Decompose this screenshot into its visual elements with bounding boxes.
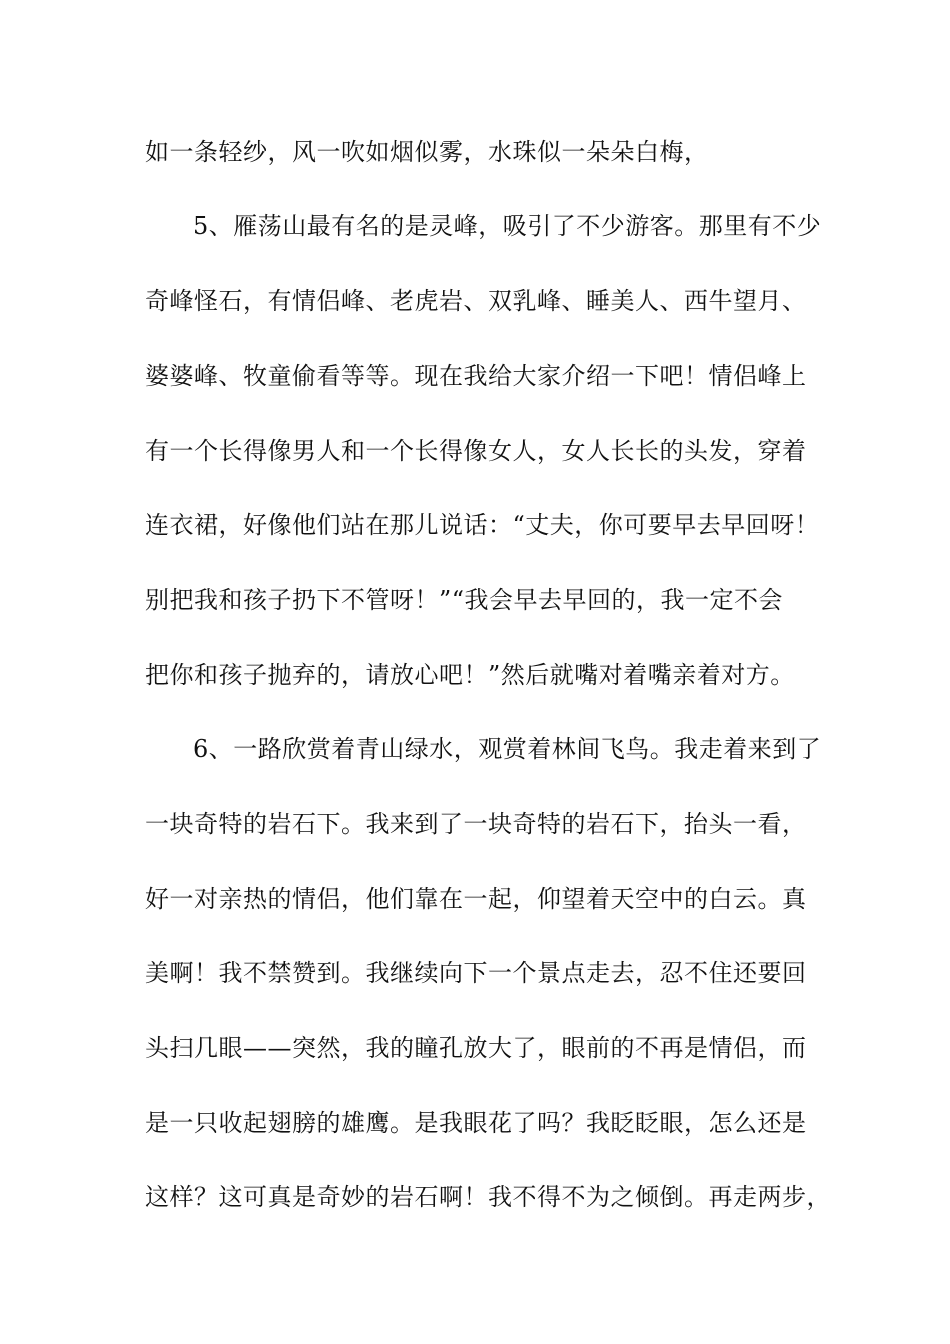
text-line: 奇峰怪石，有情侣峰、老虎岩、双乳峰、睡美人、西牛望月、: [145, 287, 807, 315]
text-line: 头扫几眼——突然，我的瞳孔放大了，眼前的不再是情侣，而: [145, 1034, 807, 1062]
text-line: 别把我和孩子扔下不管呀！”“我会早去早回的，我一定不会: [145, 586, 784, 614]
text-line: 一块奇特的岩石下。我来到了一块奇特的岩石下，抬头一看，: [145, 810, 807, 838]
text-line: 如一条轻纱，风一吹如烟似雾，水珠似一朵朵白梅，: [145, 138, 709, 166]
text-line: 把你和孩子抛弃的，请放心吧！”然后就嘴对着嘴亲着对方。: [145, 661, 795, 689]
text-line: 好一对亲热的情侣，他们靠在一起，仰望着天空中的白云。真: [145, 885, 807, 913]
paragraph-6-first-line: 6、一路欣赏着青山绿水，观赏着林间飞鸟。我走着来到了: [193, 735, 822, 763]
text-line: 这样？这可真是奇妙的岩石啊！我不得不为之倾倒。再走两步，: [145, 1183, 831, 1211]
text-line: 连衣裙，好像他们站在那儿说话：“丈夫，你可要早去早回呀！: [145, 511, 820, 539]
text-line: 有一个长得像男人和一个长得像女人，女人长长的头发，穿着: [145, 437, 807, 465]
text-line: 美啊！我不禁赞到。我继续向下一个景点走去，忍不住还要回: [145, 959, 807, 987]
text-line: 婆婆峰、牧童偷看等等。现在我给大家介绍一下吧！情侣峰上: [145, 362, 807, 390]
text-line: 是一只收起翅膀的雄鹰。是我眼花了吗？我眨眨眼，怎么还是: [145, 1109, 807, 1137]
paragraph-5-first-line: 5、雁荡山最有名的是灵峰，吸引了不少游客。那里有不少: [193, 212, 822, 240]
